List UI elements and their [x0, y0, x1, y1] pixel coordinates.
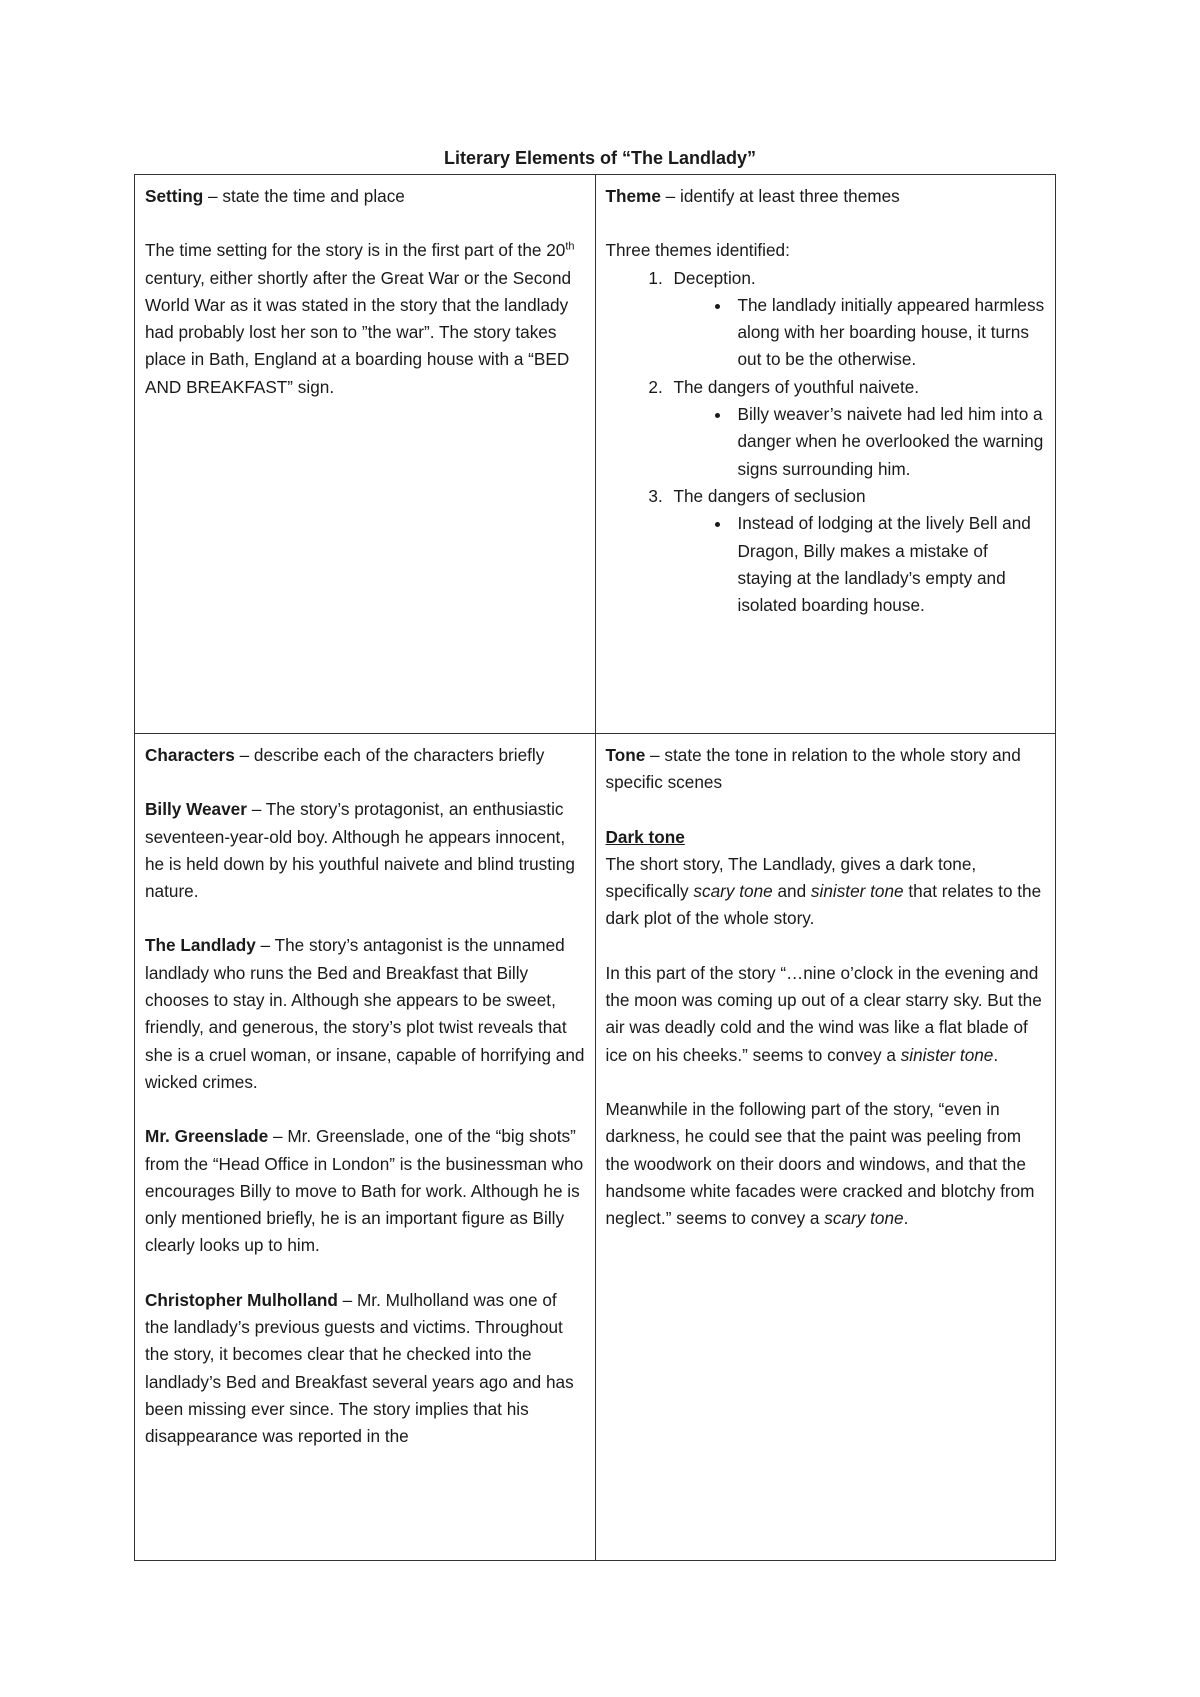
- tone-p3-text: .: [903, 1208, 909, 1229]
- character-name: Billy Weaver: [145, 799, 247, 820]
- setting-text: [145, 237, 585, 401]
- setting-text-part1: The time setting for the story is in the first part of the 20: [145, 240, 566, 261]
- theme-cell: [595, 175, 1056, 734]
- theme-intro: Three themes identified:: [605, 240, 790, 261]
- setting-cell: [135, 175, 596, 734]
- theme-label: Deception.: [673, 267, 756, 288]
- characters-cell: [135, 734, 596, 1561]
- tone-heading: Tone: [605, 745, 646, 765]
- table-row: [135, 734, 1056, 1561]
- character-entry: [145, 1287, 585, 1451]
- character-entry: [145, 1123, 585, 1259]
- character-entry: [145, 932, 585, 1096]
- tone-p2-text: In this part of the story “…nine o’clock in the evening and the moon was coming up out of a clear starry sky. But the air was deadly cold and the wind was like a flat blade of ice on his cheeks.” seems to convey a: [605, 962, 1042, 1065]
- tone-subheading-text: Dark tone: [605, 826, 685, 847]
- tone-paragraph: [606, 960, 1046, 1069]
- character-desc: – The story’s protagonist, an enthusiastic seventeen-year-old boy. Although he appears innocent, he is held down by his youthful naivete and blind trusting nature.: [145, 799, 575, 902]
- tone-subheading: [606, 824, 1046, 933]
- theme-heading-line: [606, 183, 1046, 210]
- tone-heading-line: [606, 742, 1046, 797]
- setting-heading: Setting: [145, 186, 204, 206]
- setting-prompt: – state the time and place: [203, 186, 405, 206]
- setting-sup: th: [565, 240, 575, 253]
- literary-elements-table: [134, 174, 1056, 1561]
- tone-p2-text: .: [993, 1044, 999, 1065]
- tone-p1-text: and: [772, 881, 811, 902]
- character-name: Christopher Mulholland: [145, 1289, 338, 1310]
- theme-item: [668, 374, 1046, 483]
- tone-p1-italic: sinister tone: [810, 881, 904, 902]
- characters-prompt: – describe each of the characters briefly: [234, 745, 545, 765]
- tone-p1-text: The short story, The Landlady, gives a dark tone, specifically: [605, 853, 977, 902]
- characters-heading-line: [145, 742, 585, 769]
- theme-bullet: • Instead of lodging at the lively Bell and Dragon, Billy makes a mistake of staying at the landlady’s empty and isolated boarding house.: [732, 510, 1046, 619]
- theme-bullet: • Billy weaver’s naivete had led him into a danger when he overlooked the warning signs surrounding him.: [732, 401, 1046, 483]
- theme-item: [668, 265, 1046, 374]
- tone-paragraph: [606, 1096, 1046, 1232]
- theme-bullet: • The landlady initially appeared harmless along with her boarding house, it turns out to be the otherwise.: [732, 292, 1046, 374]
- theme-heading: Theme: [605, 186, 661, 206]
- setting-heading-line: [145, 183, 585, 210]
- character-desc: – Mr. Greenslade, one of the “big shots” from the “Head Office in London” is the businessman who encourages Billy to move to Bath for work. Although he is only mentioned briefly, he is an important figure as Billy clearly looks up to him.: [145, 1126, 584, 1256]
- tone-p2-italic: sinister tone: [900, 1044, 994, 1065]
- character-desc: – Mr. Mulholland was one of the landlady’s previous guests and victims. Throughout the story, it becomes clear that he checked into the landlady’s Bed and Breakfast several years ago and has been missing ever since. The story implies that his disappearance was reported in the: [145, 1289, 574, 1447]
- setting-text-part2: century, either shortly after the Great War or the Second World War as it was stated in the story that the landlady had probably lost her son to ”the war”. The story takes place in Bath, England at a boarding house with a “BED AND BREAKFAST” sign.: [145, 267, 572, 397]
- theme-prompt: – identify at least three themes: [660, 186, 900, 206]
- theme-label: The dangers of seclusion: [673, 485, 866, 506]
- tone-p3-text: Meanwhile in the following part of the story, “even in darkness, he could see that the paint was peeling from the woodwork on their doors and windows, and that the handsome white facades were cracked and blotchy from neglect.” seems to convey a: [605, 1098, 1035, 1229]
- character-name: Mr. Greenslade: [145, 1126, 269, 1147]
- tone-prompt: – state the tone in relation to the whole story and specific scenes: [605, 745, 1021, 793]
- document-title: Literary Elements of “The Landlady”: [443, 148, 757, 168]
- tone-p1-italic: scary tone: [693, 881, 773, 902]
- characters-heading: Characters: [145, 745, 235, 765]
- theme-bullet-list: [674, 292, 1046, 374]
- tone-cell: [595, 734, 1056, 1561]
- themes-list: [606, 265, 1046, 620]
- character-name: The Landlady: [145, 935, 256, 956]
- tone-p3-italic: scary tone: [824, 1208, 904, 1229]
- theme-bullet-list: [674, 510, 1046, 619]
- table-row: [135, 175, 1056, 734]
- tone-p1-text: that relates to the dark plot of the whole story.: [605, 881, 1042, 929]
- theme-bullet-list: [674, 401, 1046, 483]
- theme-label: The dangers of youthful naivete.: [673, 376, 920, 397]
- character-desc: – The story’s antagonist is the unnamed landlady who runs the Bed and Breakfast that Billy chooses to stay in. Although she appears to be sweet, friendly, and generous, the story’s plot twist reveals that she is a cruel woman, or insane, capable of horrifying and wicked crimes.: [145, 935, 585, 1092]
- character-entry: [145, 796, 585, 905]
- theme-item: [668, 483, 1046, 619]
